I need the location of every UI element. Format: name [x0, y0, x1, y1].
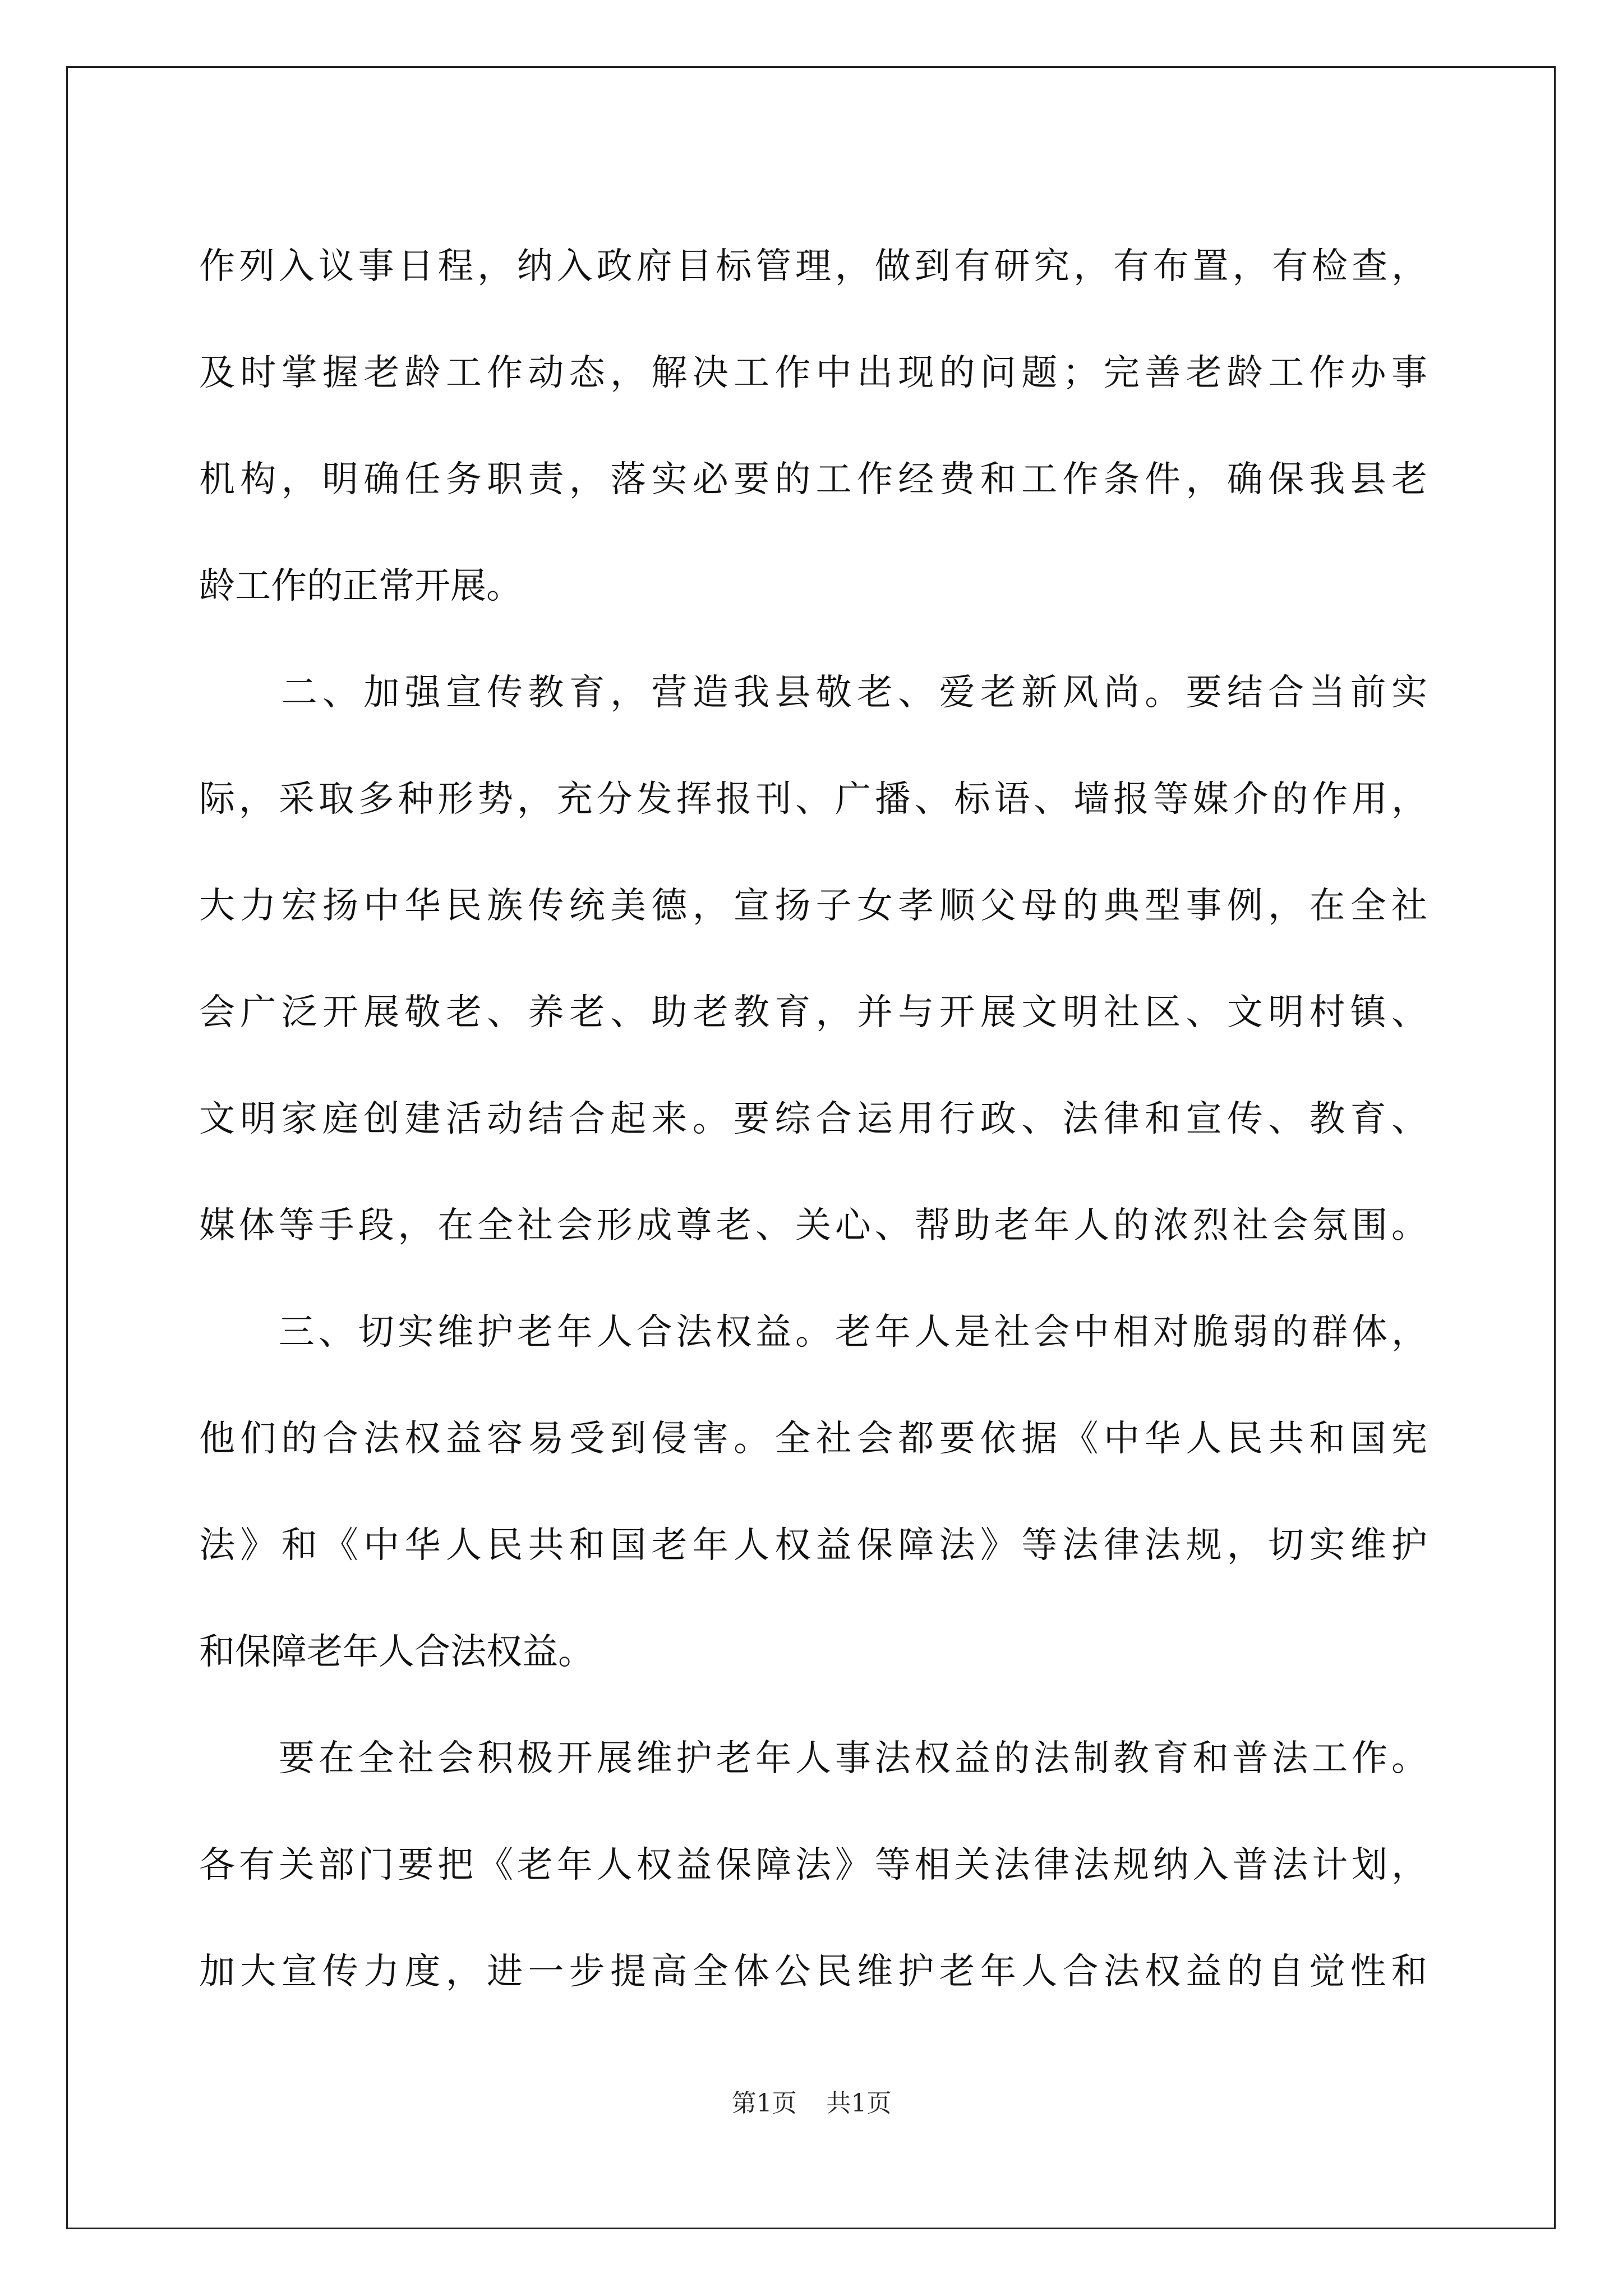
- paragraph-line: 及时掌握老龄工作动态，解决工作中出现的问题；完善老龄工作办事: [199, 352, 1427, 394]
- paragraph-line: 法》和《中华人民共和国老年人权益保障法》等法律法规，切实维护: [199, 1525, 1427, 1566]
- paragraph-line: 要在全社会积极开展维护老年人事法权益的法制教育和普法工作。: [199, 1738, 1427, 1779]
- paragraph-line: 际，采取多种形势，充分发挥报刊、广播、标语、墙报等媒介的作用，: [199, 779, 1427, 820]
- paragraph-line: 媒体等手段，在全社会形成尊老、关心、帮助老年人的浓烈社会氛围。: [199, 1205, 1427, 1246]
- page-number: 第1页: [731, 2089, 797, 2118]
- paragraph-line: 机构，明确任务职责，落实必要的工作经费和工作条件，确保我县老: [199, 459, 1427, 500]
- paragraph-line: 会广泛开展敬老、养老、助老教育，并与开展文明社区、文明村镇、: [199, 992, 1427, 1033]
- paragraph-line: 大力宏扬中华民族传统美德，宣扬子女孝顺父母的典型事例，在全社: [199, 885, 1427, 927]
- paragraph-line: 他们的合法权益容易受到侵害。全社会都要依据《中华人民共和国宪: [199, 1418, 1427, 1460]
- paragraph-line: 各有关部门要把《老年人权益保障法》等相关法律法规纳入普法计划，: [199, 1844, 1427, 1886]
- paragraph-line: 和保障老年人合法权益。: [199, 1631, 594, 1673]
- paragraph-line: 龄工作的正常开展。: [199, 565, 522, 607]
- paragraph-line: 作列入议事日程，纳入政府目标管理，做到有研究，有布置，有检查，: [199, 246, 1427, 287]
- paragraph-line: 加大宣传力度，进一步提高全体公民维护老年人合法权益的自觉性和: [199, 1951, 1427, 1993]
- paragraph-line: 三、切实维护老年人合法权益。老年人是社会中相对脆弱的群体，: [199, 1312, 1427, 1353]
- paragraph-line: 二、加强宣传教育，营造我县敬老、爱老新风尚。要结合当前实: [199, 672, 1427, 714]
- document-body: [199, 213, 1427, 2025]
- paragraph-line: 文明家庭创建活动结合起来。要综合运用行政、法律和宣传、教育、: [199, 1098, 1427, 1140]
- page-footer: [0, 2087, 1623, 2120]
- page-total: 共1页: [826, 2089, 892, 2118]
